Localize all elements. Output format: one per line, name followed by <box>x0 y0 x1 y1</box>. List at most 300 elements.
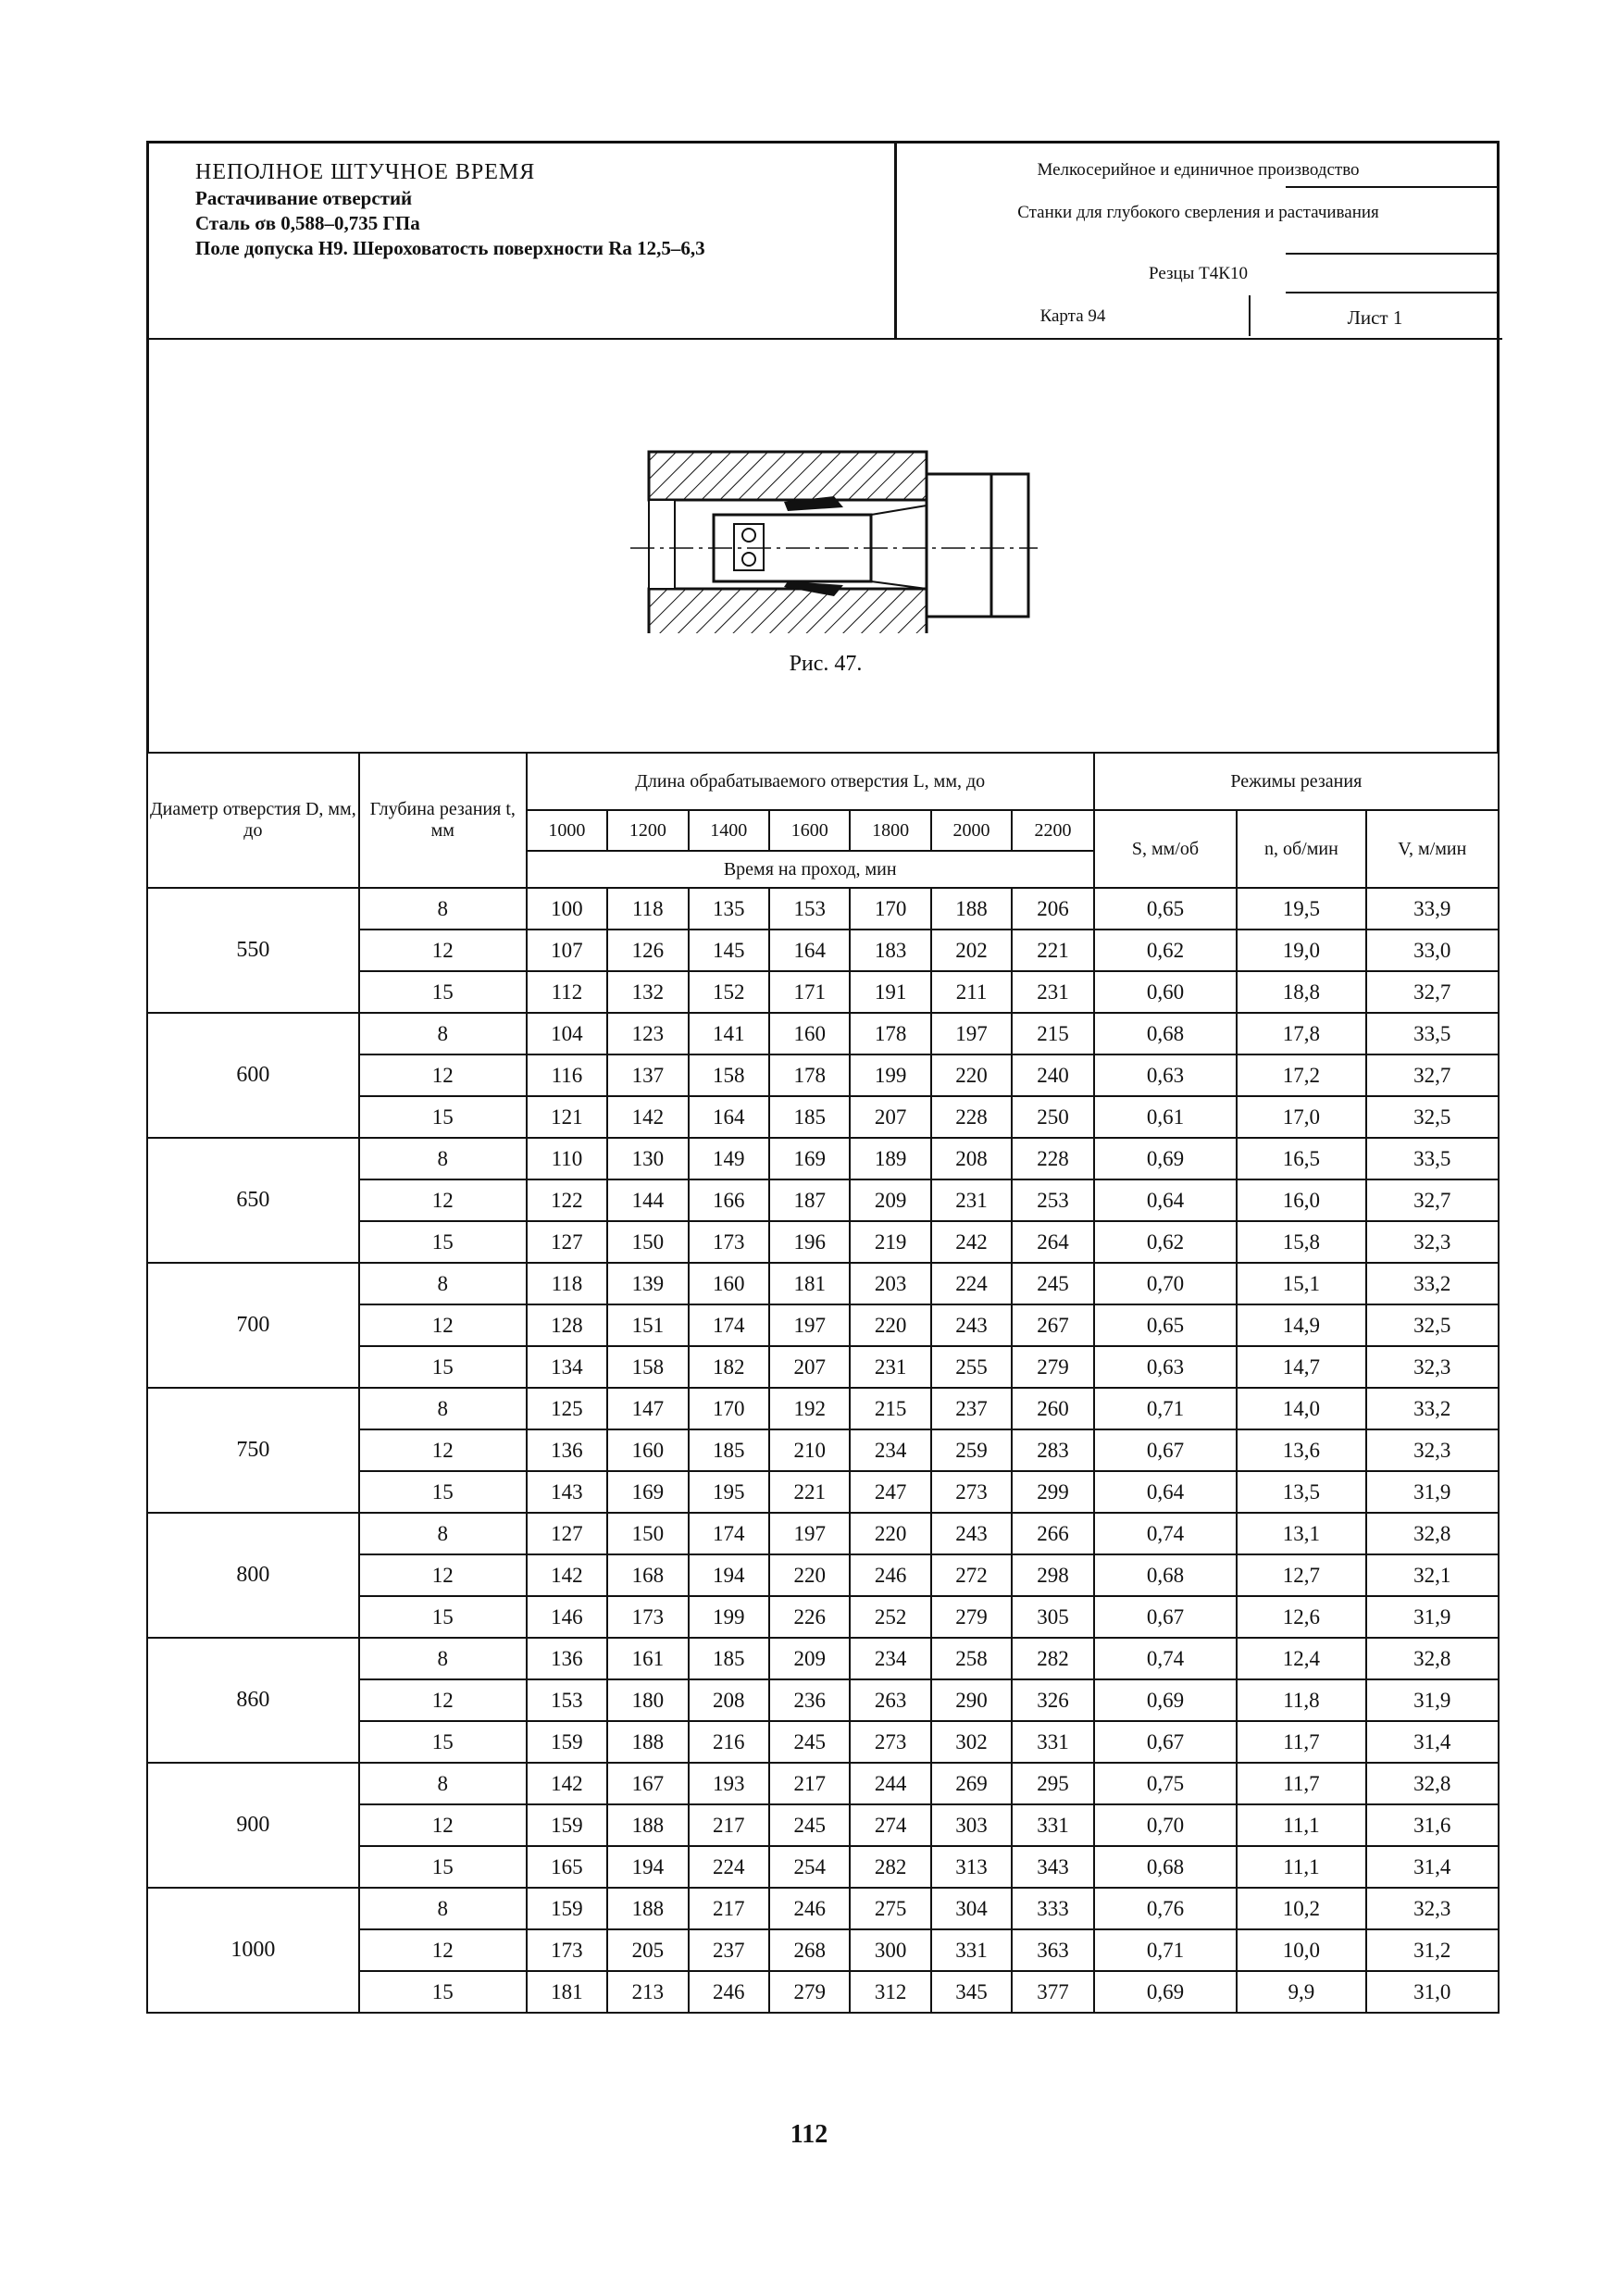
time-cell: 181 <box>769 1263 850 1304</box>
speed-rpm-cell: 11,7 <box>1237 1763 1365 1804</box>
time-cell: 240 <box>1012 1054 1093 1096</box>
time-cell: 137 <box>607 1054 688 1096</box>
machine-type: Станки для глубокого сверления и растачивания <box>1017 203 1379 222</box>
header-line-3: Поле допуска Н9. Шероховатость поверхности Ra 12,5–6,3 <box>195 237 705 259</box>
time-cell: 149 <box>689 1138 769 1179</box>
velocity-cell: 32,3 <box>1366 1346 1499 1388</box>
col-diameter: Диаметр отверстия D, мм, до <box>147 753 359 888</box>
time-cell: 128 <box>527 1304 607 1346</box>
depth-cell: 15 <box>359 1346 527 1388</box>
time-cell: 304 <box>931 1888 1012 1929</box>
page-number: 112 <box>790 2120 828 2149</box>
time-cell: 170 <box>689 1388 769 1429</box>
col-length: Длина обрабатываемого отверстия L, мм, до <box>527 753 1094 810</box>
feed-cell: 0,75 <box>1094 1763 1238 1804</box>
time-cell: 144 <box>607 1179 688 1221</box>
rule <box>1286 186 1500 188</box>
time-cell: 258 <box>931 1638 1012 1679</box>
velocity-cell: 33,2 <box>1366 1263 1499 1304</box>
feed-cell: 0,64 <box>1094 1179 1238 1221</box>
depth-cell: 12 <box>359 1429 527 1471</box>
velocity-cell: 32,8 <box>1366 1763 1499 1804</box>
workpiece-wall-bottom <box>649 589 927 633</box>
time-cell: 174 <box>689 1304 769 1346</box>
time-cell: 231 <box>850 1346 930 1388</box>
speed-rpm-cell: 17,2 <box>1237 1054 1365 1096</box>
speed-rpm-cell: 18,8 <box>1237 971 1365 1013</box>
time-cell: 220 <box>850 1304 930 1346</box>
feed-cell: 0,65 <box>1094 1304 1238 1346</box>
time-cell: 125 <box>527 1388 607 1429</box>
velocity-cell: 32,5 <box>1366 1304 1499 1346</box>
time-cell: 189 <box>850 1138 930 1179</box>
time-cell: 159 <box>527 1888 607 1929</box>
depth-cell: 8 <box>359 888 527 930</box>
speed-rpm-cell: 15,8 <box>1237 1221 1365 1263</box>
speed-rpm-cell: 14,9 <box>1237 1304 1365 1346</box>
feed-cell: 0,65 <box>1094 888 1238 930</box>
time-cell: 282 <box>1012 1638 1093 1679</box>
time-cell: 146 <box>527 1596 607 1638</box>
time-cell: 147 <box>607 1388 688 1429</box>
time-cell: 136 <box>527 1638 607 1679</box>
time-cell: 228 <box>1012 1138 1093 1179</box>
table-row <box>147 1638 1499 1679</box>
time-cell: 254 <box>769 1846 850 1888</box>
time-cell: 252 <box>850 1596 930 1638</box>
time-cell: 220 <box>769 1554 850 1596</box>
time-cell: 100 <box>527 888 607 930</box>
time-cell: 153 <box>769 888 850 930</box>
depth-cell: 15 <box>359 1471 527 1513</box>
time-cell: 150 <box>607 1221 688 1263</box>
speed-rpm-cell: 12,6 <box>1237 1596 1365 1638</box>
time-cell: 237 <box>931 1388 1012 1429</box>
feed-cell: 0,68 <box>1094 1846 1238 1888</box>
table-row <box>147 888 1499 930</box>
feed-cell: 0,69 <box>1094 1679 1238 1721</box>
time-cell: 192 <box>769 1388 850 1429</box>
diameter-cell: 600 <box>147 1013 359 1138</box>
header-line-1: Растачивание отверстий <box>195 187 413 209</box>
length-col: 1400 <box>689 810 769 851</box>
time-cell: 159 <box>527 1721 607 1763</box>
production-type: Мелкосерийное и единичное производство <box>1037 160 1360 180</box>
time-cell: 303 <box>931 1804 1012 1846</box>
tool-type: Резцы Т4К10 <box>1149 264 1248 283</box>
time-cell: 126 <box>607 930 688 971</box>
diameter-cell: 860 <box>147 1638 359 1763</box>
time-cell: 243 <box>931 1304 1012 1346</box>
depth-cell: 15 <box>359 1721 527 1763</box>
time-cell: 127 <box>527 1513 607 1554</box>
speed-rpm-cell: 12,4 <box>1237 1638 1365 1679</box>
velocity-cell: 31,9 <box>1366 1679 1499 1721</box>
velocity-cell: 32,5 <box>1366 1096 1499 1138</box>
length-col: 1000 <box>527 810 607 851</box>
time-cell: 221 <box>1012 930 1093 971</box>
time-cell: 279 <box>1012 1346 1093 1388</box>
time-cell: 127 <box>527 1221 607 1263</box>
feed-cell: 0,69 <box>1094 1138 1238 1179</box>
time-cell: 166 <box>689 1179 769 1221</box>
feed-cell: 0,63 <box>1094 1346 1238 1388</box>
diameter-cell: 550 <box>147 888 359 1013</box>
table-row <box>147 1013 1499 1054</box>
time-cell: 203 <box>850 1263 930 1304</box>
time-cell: 313 <box>931 1846 1012 1888</box>
time-cell: 326 <box>1012 1679 1093 1721</box>
time-cell: 116 <box>527 1054 607 1096</box>
time-cell: 152 <box>689 971 769 1013</box>
time-cell: 197 <box>931 1013 1012 1054</box>
time-cell: 153 <box>527 1679 607 1721</box>
time-cell: 267 <box>1012 1304 1093 1346</box>
time-label: Время на проход, мин <box>527 851 1094 888</box>
time-cell: 145 <box>689 930 769 971</box>
speed-rpm-cell: 19,5 <box>1237 888 1365 930</box>
figure-area <box>146 337 1500 754</box>
time-cell: 236 <box>769 1679 850 1721</box>
velocity-cell: 32,7 <box>1366 971 1499 1013</box>
time-cell: 260 <box>1012 1388 1093 1429</box>
card-number: Карта 94 <box>1039 306 1106 326</box>
feed-cell: 0,74 <box>1094 1638 1238 1679</box>
depth-cell: 15 <box>359 1096 527 1138</box>
col-modes: Режимы резания <box>1094 753 1499 810</box>
time-cell: 231 <box>931 1179 1012 1221</box>
feed-cell: 0,67 <box>1094 1429 1238 1471</box>
time-cell: 205 <box>607 1929 688 1971</box>
time-cell: 246 <box>769 1888 850 1929</box>
table-row <box>147 1388 1499 1429</box>
time-cell: 142 <box>607 1096 688 1138</box>
time-cell: 220 <box>850 1513 930 1554</box>
time-cell: 231 <box>1012 971 1093 1013</box>
depth-cell: 8 <box>359 1763 527 1804</box>
time-cell: 217 <box>689 1804 769 1846</box>
time-cell: 167 <box>607 1763 688 1804</box>
time-cell: 343 <box>1012 1846 1093 1888</box>
time-cell: 312 <box>850 1971 930 2013</box>
time-cell: 169 <box>769 1138 850 1179</box>
time-cell: 151 <box>607 1304 688 1346</box>
time-cell: 209 <box>850 1179 930 1221</box>
time-cell: 181 <box>527 1971 607 2013</box>
time-cell: 168 <box>607 1554 688 1596</box>
time-cell: 216 <box>689 1721 769 1763</box>
header-right <box>897 144 1500 340</box>
depth-cell: 12 <box>359 1304 527 1346</box>
time-cell: 243 <box>931 1513 1012 1554</box>
time-cell: 259 <box>931 1429 1012 1471</box>
time-cell: 188 <box>931 888 1012 930</box>
time-cell: 164 <box>769 930 850 971</box>
time-cell: 207 <box>769 1346 850 1388</box>
time-cell: 112 <box>527 971 607 1013</box>
diameter-cell: 750 <box>147 1388 359 1513</box>
time-cell: 183 <box>850 930 930 971</box>
time-cell: 178 <box>769 1054 850 1096</box>
time-cell: 242 <box>931 1221 1012 1263</box>
time-cell: 121 <box>527 1096 607 1138</box>
velocity-cell: 32,7 <box>1366 1179 1499 1221</box>
time-cell: 234 <box>850 1429 930 1471</box>
feed-cell: 0,60 <box>1094 971 1238 1013</box>
speed-rpm-cell: 11,8 <box>1237 1679 1365 1721</box>
table-row <box>147 1263 1499 1304</box>
feed-cell: 0,67 <box>1094 1721 1238 1763</box>
time-cell: 104 <box>527 1013 607 1054</box>
speed-rpm-cell: 13,1 <box>1237 1513 1365 1554</box>
speed-rpm-cell: 10,2 <box>1237 1888 1365 1929</box>
speed-rpm-cell: 11,1 <box>1237 1846 1365 1888</box>
time-cell: 136 <box>527 1429 607 1471</box>
depth-cell: 15 <box>359 971 527 1013</box>
time-cell: 283 <box>1012 1429 1093 1471</box>
length-col: 1800 <box>850 810 930 851</box>
velocity-cell: 32,8 <box>1366 1638 1499 1679</box>
depth-cell: 8 <box>359 1388 527 1429</box>
time-cell: 211 <box>931 971 1012 1013</box>
time-cell: 160 <box>607 1429 688 1471</box>
document-frame <box>146 141 1500 2120</box>
time-cell: 224 <box>689 1846 769 1888</box>
feed-cell: 0,70 <box>1094 1263 1238 1304</box>
time-cell: 207 <box>850 1096 930 1138</box>
time-cell: 273 <box>850 1721 930 1763</box>
time-cell: 150 <box>607 1513 688 1554</box>
feed-cell: 0,70 <box>1094 1804 1238 1846</box>
speed-rpm-cell: 15,1 <box>1237 1263 1365 1304</box>
time-cell: 250 <box>1012 1096 1093 1138</box>
time-cell: 122 <box>527 1179 607 1221</box>
time-cell: 331 <box>1012 1721 1093 1763</box>
velocity-cell: 32,7 <box>1366 1054 1499 1096</box>
time-cell: 363 <box>1012 1929 1093 1971</box>
velocity-cell: 33,5 <box>1366 1013 1499 1054</box>
time-cell: 246 <box>689 1971 769 2013</box>
speed-rpm-cell: 16,0 <box>1237 1179 1365 1221</box>
time-cell: 174 <box>689 1513 769 1554</box>
time-cell: 220 <box>931 1054 1012 1096</box>
boring-diagram <box>149 337 1497 633</box>
velocity-cell: 31,9 <box>1366 1596 1499 1638</box>
time-cell: 185 <box>689 1638 769 1679</box>
depth-cell: 8 <box>359 1138 527 1179</box>
feed-cell: 0,62 <box>1094 1221 1238 1263</box>
time-cell: 197 <box>769 1304 850 1346</box>
depth-cell: 12 <box>359 1179 527 1221</box>
time-cell: 245 <box>1012 1263 1093 1304</box>
diameter-cell: 900 <box>147 1763 359 1888</box>
time-cell: 173 <box>527 1929 607 1971</box>
time-cell: 118 <box>527 1263 607 1304</box>
time-cell: 295 <box>1012 1763 1093 1804</box>
feed-cell: 0,68 <box>1094 1554 1238 1596</box>
time-cell: 188 <box>607 1888 688 1929</box>
table-row <box>147 1888 1499 1929</box>
time-cell: 237 <box>689 1929 769 1971</box>
velocity-cell: 31,9 <box>1366 1471 1499 1513</box>
time-cell: 194 <box>607 1846 688 1888</box>
time-cell: 275 <box>850 1888 930 1929</box>
speed-rpm-cell: 11,7 <box>1237 1721 1365 1763</box>
feed-cell: 0,64 <box>1094 1471 1238 1513</box>
time-cell: 202 <box>931 930 1012 971</box>
velocity-cell: 31,4 <box>1366 1846 1499 1888</box>
time-cell: 132 <box>607 971 688 1013</box>
header-line-2: Сталь σв 0,588–0,735 ГПа <box>195 212 420 234</box>
time-cell: 264 <box>1012 1221 1093 1263</box>
time-cell: 279 <box>931 1596 1012 1638</box>
time-cell: 217 <box>689 1888 769 1929</box>
depth-cell: 8 <box>359 1888 527 1929</box>
time-cell: 107 <box>527 930 607 971</box>
speed-rpm-cell: 12,7 <box>1237 1554 1365 1596</box>
speed-rpm-cell: 17,8 <box>1237 1013 1365 1054</box>
depth-cell: 8 <box>359 1263 527 1304</box>
length-col: 2000 <box>931 810 1012 851</box>
time-cell: 246 <box>850 1554 930 1596</box>
depth-cell: 15 <box>359 1596 527 1638</box>
time-cell: 333 <box>1012 1888 1093 1929</box>
time-cell: 331 <box>931 1929 1012 1971</box>
time-cell: 185 <box>769 1096 850 1138</box>
time-cell: 143 <box>527 1471 607 1513</box>
time-cell: 244 <box>850 1763 930 1804</box>
workpiece-wall-top <box>649 452 927 500</box>
time-cell: 188 <box>607 1721 688 1763</box>
table-row <box>147 1763 1499 1804</box>
time-cell: 164 <box>689 1096 769 1138</box>
figure-caption: Рис. 47. <box>789 652 863 676</box>
time-cell: 178 <box>850 1013 930 1054</box>
time-cell: 196 <box>769 1221 850 1263</box>
time-cell: 226 <box>769 1596 850 1638</box>
time-cell: 263 <box>850 1679 930 1721</box>
time-cell: 255 <box>931 1346 1012 1388</box>
time-cell: 247 <box>850 1471 930 1513</box>
velocity-cell: 33,0 <box>1366 930 1499 971</box>
time-cell: 209 <box>769 1638 850 1679</box>
feed-cell: 0,74 <box>1094 1513 1238 1554</box>
table-row <box>147 1138 1499 1179</box>
time-cell: 269 <box>931 1763 1012 1804</box>
depth-cell: 8 <box>359 1013 527 1054</box>
time-cell: 213 <box>607 1971 688 2013</box>
velocity-cell: 32,3 <box>1366 1221 1499 1263</box>
velocity-cell: 33,2 <box>1366 1388 1499 1429</box>
time-cell: 268 <box>769 1929 850 1971</box>
time-cell: 159 <box>527 1804 607 1846</box>
velocity-cell: 31,2 <box>1366 1929 1499 1971</box>
time-cell: 160 <box>689 1263 769 1304</box>
time-cell: 130 <box>607 1138 688 1179</box>
speed-rpm-cell: 14,0 <box>1237 1388 1365 1429</box>
depth-cell: 12 <box>359 1054 527 1096</box>
velocity-cell: 32,1 <box>1366 1554 1499 1596</box>
speed-rpm-cell: 13,5 <box>1237 1471 1365 1513</box>
rule <box>1286 253 1500 255</box>
time-cell: 182 <box>689 1346 769 1388</box>
time-cell: 180 <box>607 1679 688 1721</box>
time-cell: 160 <box>769 1013 850 1054</box>
time-cell: 188 <box>607 1804 688 1846</box>
time-cell: 217 <box>769 1763 850 1804</box>
time-cell: 290 <box>931 1679 1012 1721</box>
time-cell: 219 <box>850 1221 930 1263</box>
time-cell: 118 <box>607 888 688 930</box>
time-cell: 210 <box>769 1429 850 1471</box>
depth-cell: 12 <box>359 930 527 971</box>
time-cell: 206 <box>1012 888 1093 930</box>
time-cell: 208 <box>689 1679 769 1721</box>
cutting-time-table <box>146 752 1500 2014</box>
time-cell: 191 <box>850 971 930 1013</box>
cutter-block <box>734 524 764 570</box>
time-cell: 234 <box>850 1638 930 1679</box>
depth-cell: 12 <box>359 1554 527 1596</box>
velocity-cell: 33,9 <box>1366 888 1499 930</box>
time-cell: 272 <box>931 1554 1012 1596</box>
time-cell: 302 <box>931 1721 1012 1763</box>
time-cell: 194 <box>689 1554 769 1596</box>
time-cell: 245 <box>769 1804 850 1846</box>
diameter-cell: 1000 <box>147 1888 359 2013</box>
time-cell: 173 <box>689 1221 769 1263</box>
feed-cell: 0,71 <box>1094 1929 1238 1971</box>
time-cell: 187 <box>769 1179 850 1221</box>
sheet-number: Лист 1 <box>1347 306 1403 329</box>
header-left <box>149 144 894 340</box>
time-cell: 142 <box>527 1763 607 1804</box>
length-col: 1200 <box>607 810 688 851</box>
depth-cell: 15 <box>359 1971 527 2013</box>
mode-col-v: V, м/мин <box>1366 810 1499 888</box>
feed-cell: 0,76 <box>1094 1888 1238 1929</box>
time-cell: 266 <box>1012 1513 1093 1554</box>
diameter-cell: 800 <box>147 1513 359 1638</box>
feed-cell: 0,69 <box>1094 1971 1238 2013</box>
time-cell: 141 <box>689 1013 769 1054</box>
time-cell: 273 <box>931 1471 1012 1513</box>
time-cell: 300 <box>850 1929 930 1971</box>
time-cell: 345 <box>931 1971 1012 2013</box>
time-cell: 274 <box>850 1804 930 1846</box>
length-col: 1600 <box>769 810 850 851</box>
speed-rpm-cell: 11,1 <box>1237 1804 1365 1846</box>
time-cell: 221 <box>769 1471 850 1513</box>
table-body <box>147 888 1499 2013</box>
col-depth: Глубина резания t, мм <box>359 753 527 888</box>
workpiece-end <box>649 500 675 589</box>
time-cell: 305 <box>1012 1596 1093 1638</box>
holder-shank <box>927 474 991 617</box>
time-cell: 165 <box>527 1846 607 1888</box>
time-cell: 169 <box>607 1471 688 1513</box>
time-cell: 215 <box>1012 1013 1093 1054</box>
time-cell: 170 <box>850 888 930 930</box>
time-cell: 197 <box>769 1513 850 1554</box>
doc-title: НЕПОЛНОЕ ШТУЧНОЕ ВРЕМЯ <box>195 160 536 184</box>
speed-rpm-cell: 16,5 <box>1237 1138 1365 1179</box>
time-cell: 195 <box>689 1471 769 1513</box>
feed-cell: 0,67 <box>1094 1596 1238 1638</box>
velocity-cell: 31,6 <box>1366 1804 1499 1846</box>
time-cell: 185 <box>689 1429 769 1471</box>
time-cell: 298 <box>1012 1554 1093 1596</box>
